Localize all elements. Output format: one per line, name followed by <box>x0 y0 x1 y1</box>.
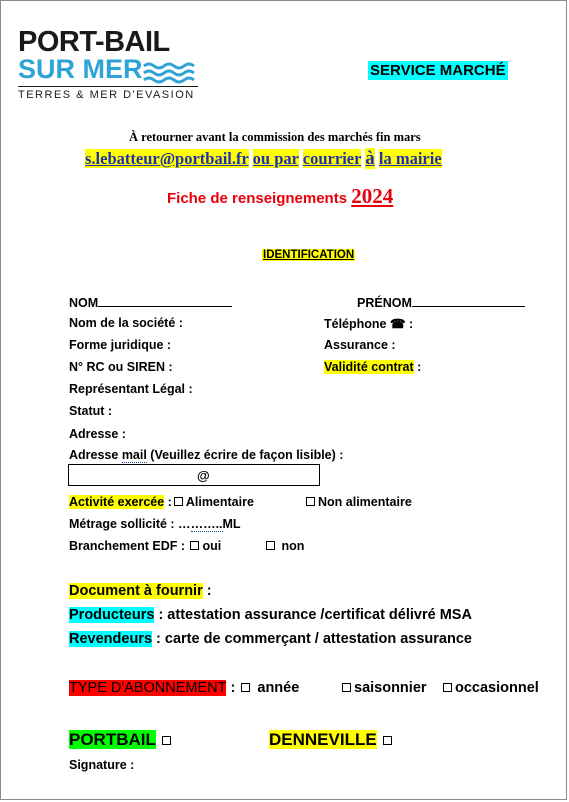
producers-label: Producteurs <box>69 607 155 623</box>
place-denneville <box>269 730 395 750</box>
abonnement-row: TYPE D'ABONNEMENT : année <box>69 680 300 696</box>
contact-or: ou par <box>252 149 299 168</box>
documents-producers: Producteurs : attestation assurance /certificat délivré MSA <box>69 607 472 623</box>
denneville-label: DENNEVILLE <box>269 730 377 749</box>
return-note: À retourner avant la commission des marchés fin mars <box>129 130 421 144</box>
opt-alimentaire: Alimentaire <box>185 495 254 509</box>
activite-label: Activité exercée <box>69 495 165 509</box>
field-societe: Nom de la société : <box>69 316 183 330</box>
contact-a: à <box>365 148 375 169</box>
checkbox-saisonnier[interactable] <box>342 683 351 692</box>
checkbox-alimentaire[interactable] <box>174 497 183 506</box>
field-edf-non <box>264 539 304 553</box>
signature-label: Signature : <box>69 758 135 772</box>
field-nom: NOM <box>69 293 232 310</box>
mail-input-box[interactable] <box>68 464 320 486</box>
metrage-dots[interactable]: …….. <box>190 517 223 531</box>
field-edf: Branchement EDF : oui <box>69 539 222 553</box>
checkbox-annee[interactable] <box>241 683 250 692</box>
field-non-alimentaire <box>304 495 412 509</box>
logo-line2: SUR MER <box>18 54 143 84</box>
section-identification: IDENTIFICATION <box>263 249 355 261</box>
waves-icon <box>142 62 198 86</box>
field-statut: Statut : <box>69 404 113 418</box>
contact-email[interactable]: s.lebatteur@portbail.fr <box>85 149 249 168</box>
opt-non-alimentaire: Non alimentaire <box>318 495 412 509</box>
form-title <box>167 184 393 209</box>
field-validite: Validité contrat : <box>324 360 422 374</box>
form-title-text: Fiche de renseignements <box>167 190 348 207</box>
checkbox-non-alimentaire[interactable] <box>306 497 315 506</box>
abonnement-label: TYPE D'ABONNEMENT <box>69 680 227 696</box>
logo-tagline: TERRES & MER D'EVASION <box>18 89 195 101</box>
edf-non: non <box>281 539 305 553</box>
mail-at-sign: @ <box>197 468 210 483</box>
contact-townhall: la mairie <box>378 149 442 168</box>
abonnement-saisonnier: saisonnier <box>340 680 427 696</box>
edf-oui: oui <box>202 539 222 553</box>
contact-mail: courrier <box>302 149 362 168</box>
checkbox-denneville[interactable] <box>383 736 392 745</box>
documents-resellers: Revendeurs : carte de commerçant / attestation assurance <box>69 631 472 647</box>
checkbox-edf-non[interactable] <box>266 541 275 550</box>
field-forme: Forme juridique : <box>69 338 172 352</box>
field-telephone: Téléphone ☎ : <box>324 317 414 331</box>
nom-line[interactable] <box>98 293 232 307</box>
validite-label: Validité contrat <box>324 360 414 374</box>
field-metrage: Métrage sollicité : ………..ML <box>69 517 241 531</box>
field-mail: Adresse mail (Veuillez écrire de façon lisible) : <box>69 448 344 462</box>
field-representant: Représentant Légal : <box>69 382 193 396</box>
field-activite: Activité exercée : Alimentaire <box>69 495 254 509</box>
portbail-label: PORTBAIL <box>69 730 156 749</box>
place-portbail <box>69 730 174 750</box>
documents-title: Document à fournir : <box>69 583 212 599</box>
prenom-line[interactable] <box>412 293 525 307</box>
field-assurance: Assurance : <box>324 338 396 352</box>
logo <box>18 26 203 106</box>
field-adresse: Adresse : <box>69 427 126 441</box>
resellers-label: Revendeurs <box>69 631 153 647</box>
checkbox-edf-oui[interactable] <box>190 541 199 550</box>
field-prenom: PRÉNOM <box>357 293 525 310</box>
logo-divider <box>18 86 198 87</box>
service-title: SERVICE MARCHÉ <box>370 62 506 79</box>
form-title-year: 2024 <box>351 184 394 208</box>
contact-line <box>85 148 442 170</box>
checkbox-portbail[interactable] <box>162 736 171 745</box>
logo-line1: PORT-BAIL <box>18 26 170 58</box>
abonnement-occasionnel: occasionnel <box>441 680 539 696</box>
field-rc: N° RC ou SIREN : <box>69 360 173 374</box>
checkbox-occasionnel[interactable] <box>443 683 452 692</box>
